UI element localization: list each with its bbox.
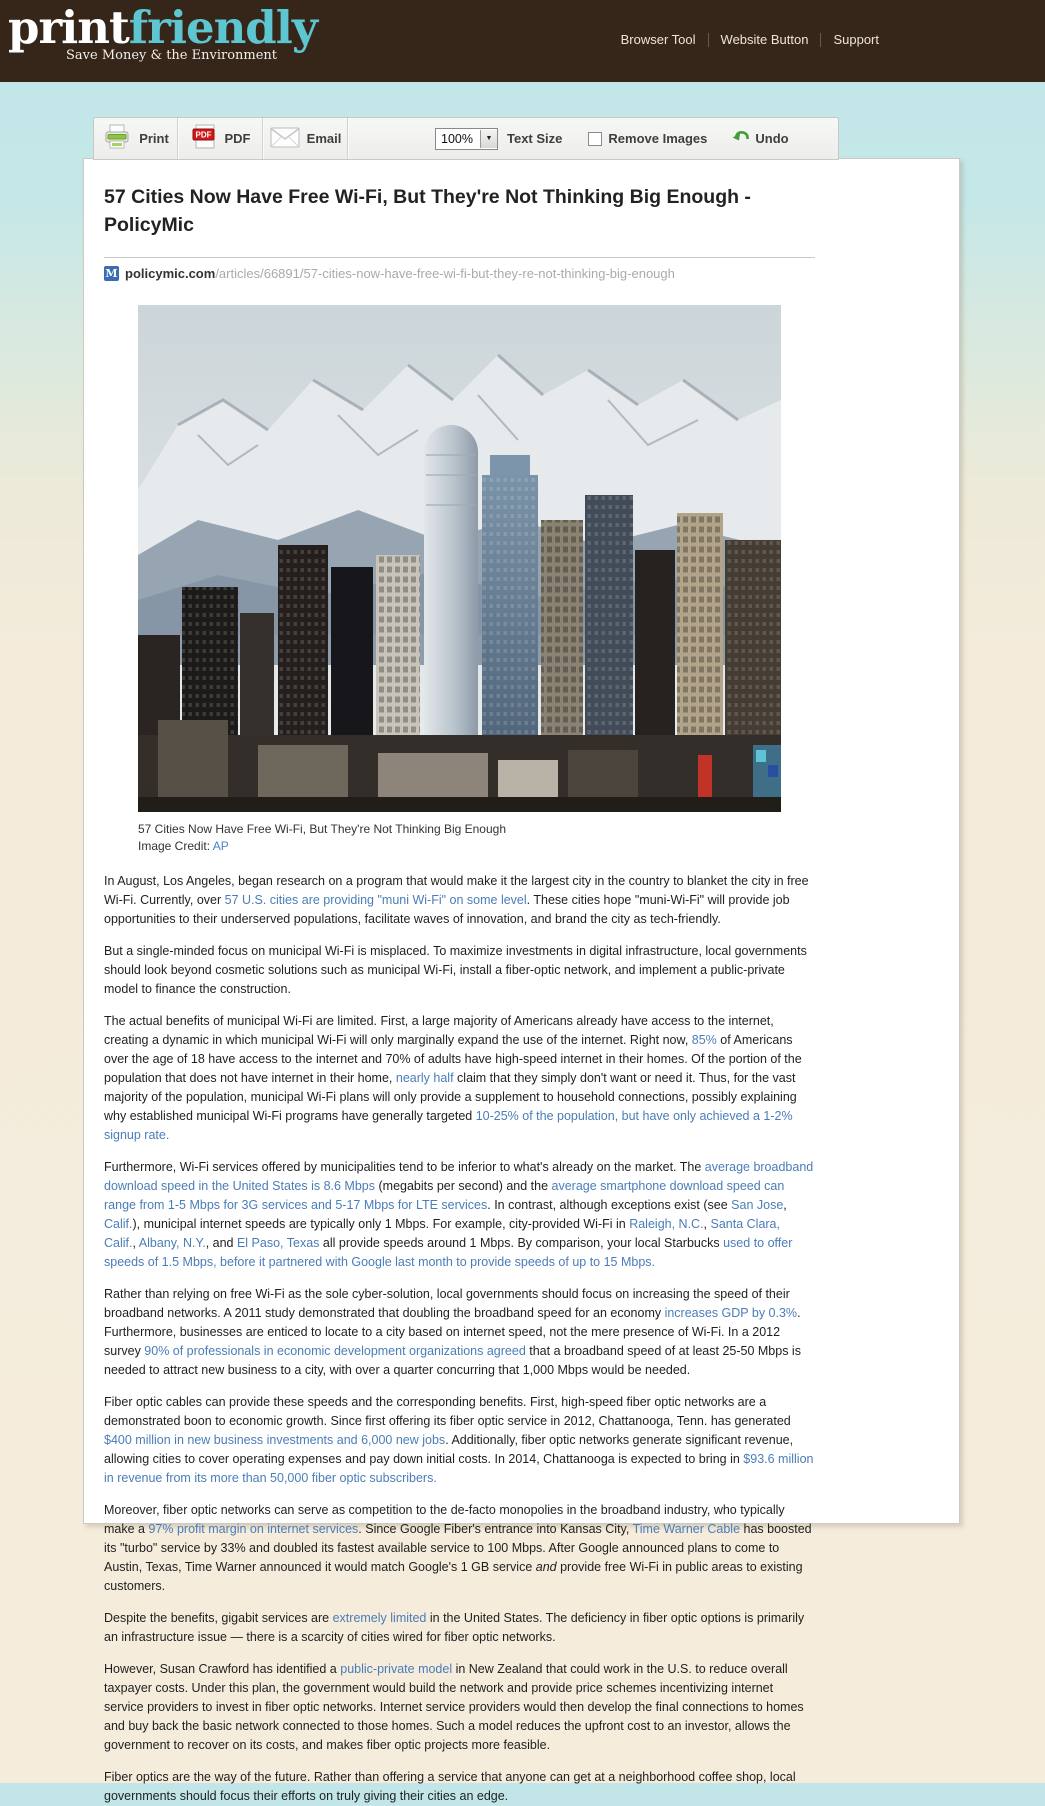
article-body [104, 872, 815, 1806]
inline-link[interactable]: average smartphone download speed can range from 1-5 Mbps for 3G services and 5-17 Mbps for LTE services [104, 1179, 785, 1213]
paragraph-text: , [132, 1236, 139, 1251]
inline-link[interactable]: Time Warner Cable [632, 1522, 741, 1537]
remove-images-label: Remove Images [608, 131, 708, 146]
paragraph-text: in New Zealand that could work in the U.S. to reduce overall taxpayer costs. Under this plan, the government would build the network and provide price schemes incentivizing internet service providers to invest in fiber optic networks. Internet service providers would then develop the final connections to homes and buy back the basic network connected to those homes. Such a model reduces the upfront cost to an investor, allows the government to recover on its costs, and makes fiber optic projects more feasible. [104, 1662, 804, 1753]
paragraph-text: . In contrast, although exceptions exist (see [487, 1198, 732, 1213]
paragraph-text: that a broadband speed of at least 25-50 Mbps is needed to attract new business to a city, with over a quarter concurring that 1,000 Mbps would be needed. [104, 1344, 801, 1378]
logo-tagline: Save Money & the Environment [66, 48, 278, 63]
inline-link[interactable]: 90% of professionals in economic development organizations agreed [144, 1344, 526, 1359]
inline-link[interactable]: 10-25% of the population, but have only achieved a 1-2% signup rate. [104, 1109, 793, 1143]
italic-text: and [535, 1560, 557, 1575]
paragraph-text: Rather than relying on free Wi-Fi as the sole cyber-solution, local governments should focus on increasing the speed of their broadband networks. A 2011 study demonstrated that doubling the broadband speed for an economy [104, 1287, 790, 1321]
toolbar-divider [347, 118, 349, 159]
text-size-select[interactable] [435, 128, 498, 150]
article-paragraph [104, 942, 815, 999]
print-button-label: Print [139, 131, 169, 146]
article-paragraph [104, 872, 815, 929]
text-size-value: 100% [441, 131, 473, 146]
nav-website-button[interactable]: Website Button [720, 32, 809, 47]
paragraph-text: ), municipal internet speeds are typically only 1 Mbps. For example, city-provided Wi-Fi in [132, 1217, 630, 1232]
article-paragraph [104, 1285, 815, 1380]
inline-link[interactable]: nearly half [395, 1071, 454, 1086]
paragraph-text: in the United States. The deficiency in fiber optic options is primarily an infrastructure issue — there is a scarcity of cities wired for fiber optic networks. [104, 1611, 805, 1645]
printer-icon [102, 124, 132, 154]
remove-images-checkbox[interactable] [588, 132, 602, 146]
paragraph-text: provide free Wi-Fi in public areas to existing customers. [104, 1560, 803, 1594]
inline-link[interactable]: Albany, N.Y. [138, 1236, 206, 1251]
paragraph-text: , and [205, 1236, 237, 1251]
paragraph-text: Furthermore, Wi-Fi services offered by municipalities tend to be inferior to what's already on the market. The [104, 1160, 705, 1175]
inline-link[interactable]: public-private model [340, 1662, 453, 1677]
pdf-button[interactable] [179, 118, 262, 159]
paragraph-text: , [703, 1217, 711, 1232]
paragraph-text: claim that they simply don't want or need it. Thus, for the vast majority of the population, municipal Wi-Fi plans will only provide a supplement to household connections, possibly explaining why established municipal Wi-Fi programs have generally targeted [104, 1071, 797, 1124]
inline-link[interactable]: $93.6 million in revenue from its more than 50,000 fiber optic subscribers. [104, 1452, 814, 1486]
paragraph-text: , [783, 1198, 787, 1213]
pdf-file-icon [191, 124, 218, 154]
paragraph-text: Moreover, fiber optic networks can serve as competition to the de-facto monopolies in the broadband industry, who typically make a [104, 1503, 785, 1537]
inline-link[interactable]: average broadband download speed in the United States is 8.6 Mbps [104, 1160, 814, 1194]
inline-link[interactable]: Raleigh, N.C. [629, 1217, 704, 1232]
inline-link[interactable]: 85% [691, 1033, 717, 1048]
inline-link[interactable]: Calif. [104, 1217, 133, 1232]
nav-support[interactable]: Support [833, 32, 879, 47]
article-paragraph [104, 1609, 815, 1647]
page-title: 57 Cities Now Have Free Wi-Fi, But They're Not Thinking Big Enough - PolicyMic [104, 186, 751, 236]
pdf-button-label: PDF [224, 131, 251, 146]
caption-credit-link[interactable]: AP [212, 839, 229, 854]
inline-link[interactable]: increases GDP by 0.3% [664, 1306, 798, 1321]
svg-text:PDF: PDF [195, 130, 211, 139]
logo-friendly-text: friendly [128, 1, 317, 54]
paragraph-text: . Since Google Fiber's entrance into Kansas City, [358, 1522, 633, 1537]
caption-credit-label: Image Credit: [138, 839, 213, 854]
site-header [0, 0, 1045, 82]
caption-credit [138, 838, 815, 855]
nav-divider [820, 33, 821, 47]
paragraph-text: The actual benefits of municipal Wi-Fi are limited. First, a large majority of Americans already have access to the internet, creating a dynamic in which municipal Wi-Fi will only marginally expand the use of the internet. Right now, [104, 1014, 774, 1048]
paragraph-text: In August, Los Angeles, began research on a program that would make it the largest city in the country to blanket the city in free Wi-Fi. Currently, over [104, 874, 809, 908]
article-paragraph [104, 1158, 815, 1272]
source-domain: policymic.com [125, 266, 216, 282]
inline-link[interactable]: San Jose [731, 1198, 784, 1213]
paragraph-text: of Americans over the age of 18 have access to the internet and 70% of adults have high-speed internet in their homes. Of the portion of the population that does not have internet in their home, [104, 1033, 802, 1086]
inline-link[interactable]: 57 U.S. cities are providing "muni Wi-Fi" on some level [224, 893, 527, 908]
envelope-icon [270, 127, 300, 151]
article-paragraph [104, 1393, 815, 1488]
inline-link[interactable]: El Paso, Texas [236, 1236, 320, 1251]
paragraph-text: However, Susan Crawford has identified a [104, 1662, 341, 1677]
toolbar [93, 117, 839, 160]
remove-images-group [588, 118, 707, 159]
article-paragraph [104, 1660, 815, 1755]
email-button-label: Email [306, 131, 342, 146]
email-button[interactable] [264, 118, 347, 159]
text-size-group [435, 118, 562, 159]
image-caption [138, 821, 815, 855]
print-button[interactable] [94, 118, 177, 159]
text-size-label: Text Size [507, 131, 563, 146]
top-nav [621, 32, 879, 47]
source-url-path: /articles/66891/57-cities-now-have-free-wi-fi-but-they-re-not-thinking-big-enough [215, 266, 675, 282]
policymic-m-icon: M [105, 267, 118, 281]
chevron-down-icon: ▼ [480, 130, 497, 148]
paragraph-text: . Furthermore, businesses are enticed to locate to a city based on internet speed, not the mere presence of Wi-Fi. In a 2012 survey [104, 1306, 801, 1359]
inline-link[interactable]: $400 million in new business investments and 6,000 new jobs [104, 1433, 446, 1448]
paragraph-text: . These cities hope "muni-Wi-Fi" will provide job opportunities to their underserved populations, facilitate waves of innovation, and brand the city as tech-friendly. [104, 893, 790, 927]
nav-browser-tool[interactable]: Browser Tool [620, 32, 696, 47]
article-content-box [83, 158, 960, 1804]
inline-link[interactable]: extremely limited [332, 1611, 427, 1626]
paragraph-text: has boosted its "turbo" service by 33% and doubled its fastest available service to 100 Mbps. After Google announced plans to come to Austin, Texas, Time Warner announced it would match Google's 1 GB service [104, 1522, 812, 1575]
article-image [138, 305, 781, 812]
nav-divider [708, 33, 709, 47]
paragraph-text: But a single-minded focus on municipal Wi-Fi is misplaced. To maximize investments in digital infrastructure, local governments should look beyond cosmetic solutions such as municipal Wi-Fi, install a fiber-optic network, and implement a public-private model to finance the construction. [104, 944, 807, 997]
article-paragraph [104, 1768, 815, 1806]
caption-title: 57 Cities Now Have Free Wi-Fi, But They're Not Thinking Big Enough [138, 822, 507, 837]
logo-wordmark [8, 2, 317, 54]
article-paragraph [104, 1501, 815, 1596]
paragraph-text: all provide speeds around 1 Mbps. By comparison, your local Starbucks [319, 1236, 724, 1251]
paragraph-text: (megabits per second) and the [375, 1179, 552, 1194]
logo-print-text: print [8, 1, 129, 54]
paragraph-text: Despite the benefits, gigabit services are [104, 1611, 333, 1626]
undo-button-label: Undo [755, 131, 789, 146]
paragraph-text: . Additionally, fiber optic networks generate significant revenue, allowing cities to cover operating expenses and pay down initial costs. In 2014, Chattanooga is expected to bring in [104, 1433, 794, 1467]
printfriendly-logo[interactable] [8, 2, 317, 63]
paragraph-text: Fiber optic cables can provide these speeds and the corresponding benefits. First, high-speed fiber optic networks are a demonstrated boon to economic growth. Since first offering its fiber optic service in 2012, Chattanooga, Tenn. has generated [104, 1395, 791, 1429]
source-row [104, 257, 815, 291]
undo-arrow-icon [732, 129, 750, 149]
paragraph-text: Fiber optics are the way of the future. Rather than offering a service that anyone can get at a neighborhood coffee shop, local governments should focus their efforts on truly giving their cities an edge. [104, 1770, 796, 1804]
undo-button[interactable] [732, 118, 788, 159]
article-paragraph [104, 1012, 815, 1145]
inline-link[interactable]: Santa Clara, Calif. [104, 1217, 780, 1251]
inline-link[interactable]: 97% profit margin on internet services [148, 1522, 359, 1537]
inline-link[interactable]: used to offer speeds of 1.5 Mbps, before it partnered with Google last month to provide speeds of up to 15 Mbps. [104, 1236, 793, 1270]
